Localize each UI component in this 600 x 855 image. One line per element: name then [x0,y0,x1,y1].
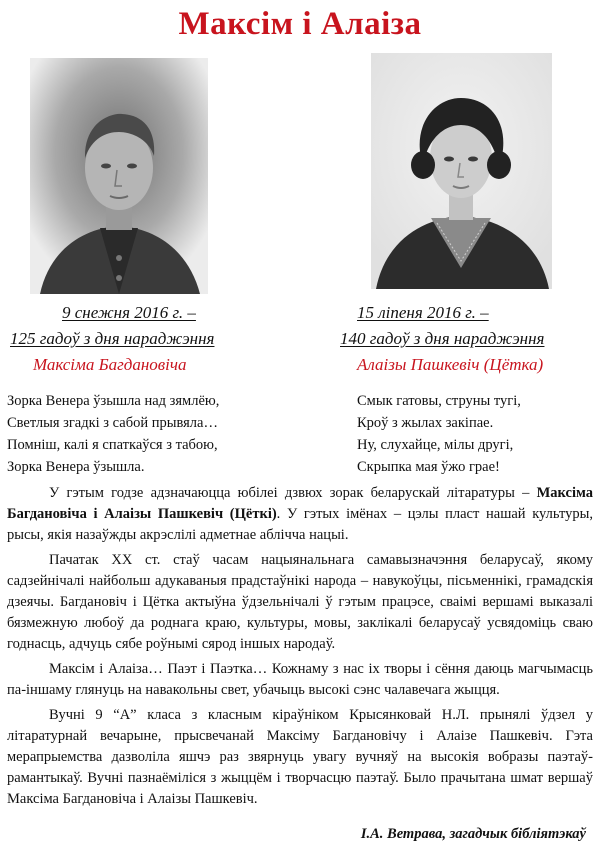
verse-line: Ну, слухайце, мілы другі, [357,437,514,453]
bogdanovich-anniversary: 125 гадоў з дня нараджэння [10,329,215,348]
pashkevich-anniversary: 140 гадоў з дня нараджэння [340,329,545,348]
article-paragraph: Вучні 9 “А” класа з класным кіраўніком Крысянковай Н.Л. прынялі ўдзел у літаратурнай вечарыне, прысвечанай Максіму Багдановічу і Алаізе Пашкевіч. Гэта мерапрыемства дазволіла яшчэ раз звярнуць увагу вучняў на высокія вобразы паэтаў-рамантыкаў. Вучні пазнаёміліся з жыццём і творчасцю паэтаў. Было прачытана шмат вершаў Максіма Багдановіча і Алаізы Пашкевіч. [7,707,593,807]
verse-line: Зорка Венера ўзышла. [7,459,145,475]
portrait-photo-pashkevich [371,53,552,289]
author-signature: І.А. Ветрава, загадчык бібліятэкаў [360,826,586,842]
pashkevich-verse [357,390,521,478]
pashkevich-name: Алаізы Пашкевіч (Цётка) [357,355,544,374]
bogdanovich-name: Максіма Багдановіча [33,355,187,374]
verse-line: Светлыя згадкі з сабой прывяла… [7,415,218,431]
article-body [7,483,593,814]
verse-line: Помніш, калі я спаткаўся з табою, [7,437,218,453]
bogdanovich-date: 9 снежня 2016 г. – [62,303,196,322]
article-paragraph: У гэтым годзе адзначаюцца юбілеі дзвюх зорак беларускай літаратуры – Максіма Багдановіча і Алаізы Пашкевіч (Цёткі). У гэтых імёнах – цэлы пласт нашай культуры, рысы, якія назаўжды акрэслілі адметнае аблічча нацыі. [7,485,593,543]
article-paragraph: Пачатак XX ст. стаў часам нацыянальнага самавызначэння беларусаў, якому садзейнічалі найбольш адукаваныя прадстаўнікі народа – навукоўцы, пісьменнікі, грамадскія дзеячы. Багдановіч і Цётка актыўна ўдзельнічалі ў гэтым працэсе, сваімі вершамі выказалі бязмежную любоў да роднага краю, культуры, мовы, заклікалі беларусаў усвядоміць сваю годнасць, адчуць сябе роўнымі сярод іншых народаў. [7,552,593,652]
portrait-photo-bogdanovich [30,58,208,294]
pashkevich-date: 15 ліпеня 2016 г. – [357,303,489,322]
verse-line: Зорка Венера ўзышла над зямлёю, [7,393,220,409]
poets-names: Максіма Багдановіча і Алаізы Пашкевіч (Цёткі) [7,485,593,522]
verse-line: Скрыпка мая ўжо грае! [357,459,500,475]
article-paragraph: Максім і Алаіза… Паэт і Паэтка… Кожнаму з нас іх творы і сёння даюць магчымасць па-іншаму глянуць на навакольны свет, убачыць высокі сэнс чалавечага жыцця. [7,661,593,698]
page-title: Максім і Алаіза [178,6,422,42]
bogdanovich-verse [7,390,219,478]
verse-line: Кроў з жылах закіпае. [357,415,494,431]
verse-line: Смык гатовы, струны тугі, [357,393,521,409]
